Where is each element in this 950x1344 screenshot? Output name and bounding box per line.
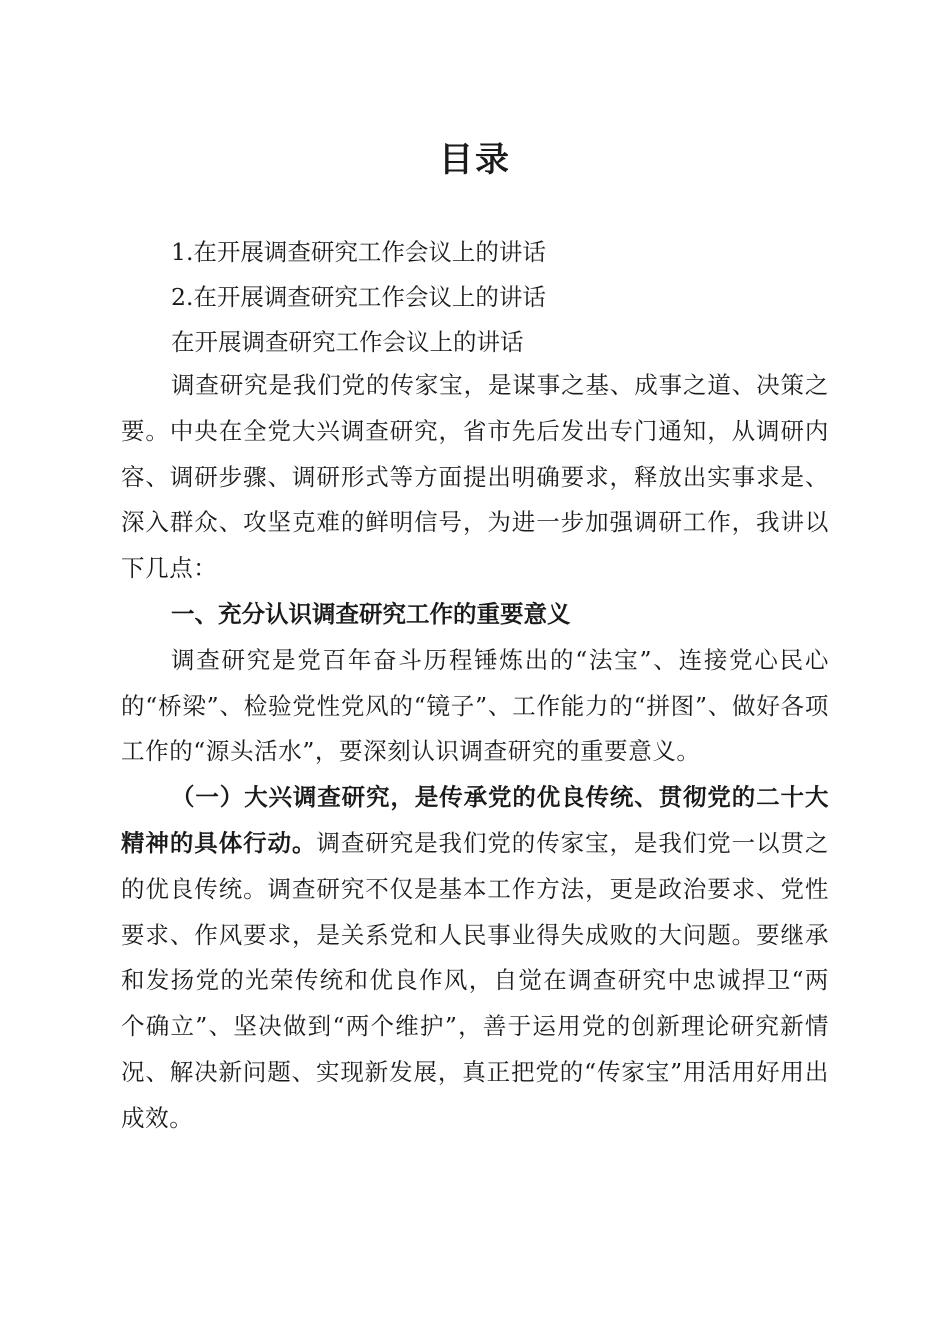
toc-item-2: 2.在开展调查研究工作会议上的讲话 — [171, 283, 546, 311]
subsection-paragraph-1 — [121, 775, 829, 1141]
toc-item-1: 1.在开展调查研究工作会议上的讲话 — [171, 238, 546, 266]
subsection-lead-1: （一）大兴调查研究，是传承党的优良传统、贯彻党的二十大精神的具体行动。 — [121, 783, 829, 857]
table-of-contents — [121, 230, 829, 365]
section-paragraph-1: 调查研究是党百年奋斗历程锤炼出的“法宝”、连接党心民心的“桥梁”、检验党性党风的“镜子”、工作能力的“拼图”、做好各项工作的“源头活水”，要深刻认识调查研究的重要意义。 — [121, 645, 829, 766]
document-body — [121, 363, 829, 1142]
intro-paragraph: 调查研究是我们党的传家宝，是谋事之基、成事之道、决策之要。中央在全党大兴调查研究，省市先后发出专门通知，从调研内容、调研步骤、调研形式等方面提出明确要求，释放出实事求是、深入群众、攻坚克难的鲜明信号，为进一步加强调研工作，我讲以下几点： — [121, 371, 829, 583]
section-heading-1: 一、充分认识调查研究工作的重要意义 — [171, 599, 571, 628]
subsection-body-1: 调查研究是我们党的传家宝，是我们党一以贯之的优良传统。调查研究不仅是基本工作方法，更是政治要求、党性要求、作风要求，是关系党和人民事业得失成败的大问题。要继承和发扬党的光荣传统和优良作风，自觉在调查研究中忠诚捍卫“两个确立”、坚决做到“两个维护”，善于运用党的创新理论研究新情况、解决新问题、实现新发展，真正把党的“传家宝”用活用好用出成效。 — [121, 828, 829, 1132]
document-title: 目录 — [439, 140, 511, 180]
speech-title: 在开展调查研究工作会议上的讲话 — [171, 328, 524, 356]
